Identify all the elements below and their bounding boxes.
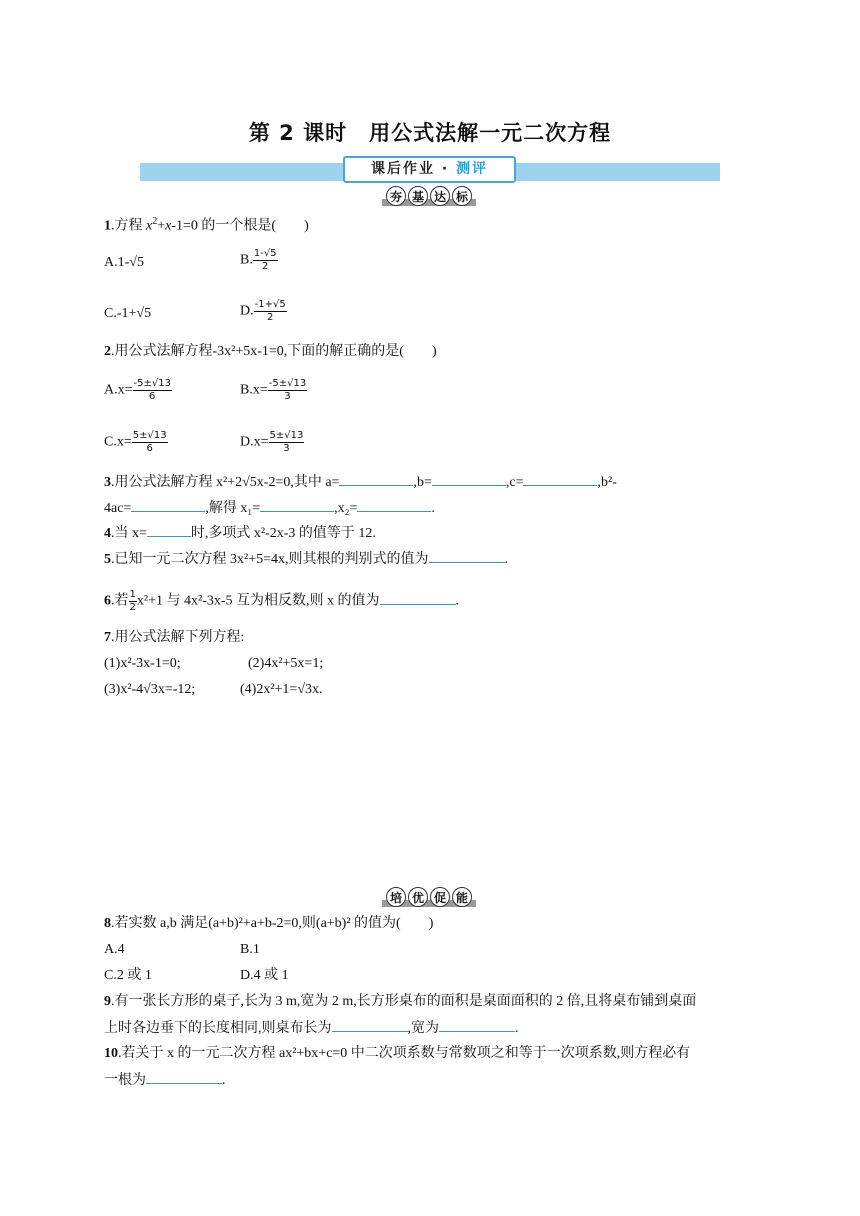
q8-option-d: D.4 或 1 [240,968,289,983]
text: .方程 [111,218,146,234]
answer-blank[interactable] [339,472,413,486]
numerator: 5±√13 [269,430,304,441]
q8-option-b: B.1 [240,942,260,957]
answer-blank[interactable] [260,498,334,512]
text: ,解得 x₁= [205,501,261,516]
fraction [133,378,172,403]
numerator: 1-√5 [253,248,277,259]
question-number: 9 [104,994,111,1009]
text: .用公式法解方程-3x²+5x-1=0,下面的解正确的是( ) [111,344,437,359]
text: . [455,593,459,609]
text: ,x₂= [334,501,358,516]
denominator: 6 [149,391,156,402]
section-char: 达 [430,186,450,206]
text: ,宽为 [407,1021,439,1036]
section-advanced-tag [386,886,472,908]
option-label: B.x= [240,382,268,398]
q2-option-b [240,378,307,403]
fraction [254,299,287,324]
text: . [504,552,508,567]
homework-tab-label [343,156,516,183]
numerator: 1 [129,589,136,600]
option-label: D. [240,303,254,319]
q1-option-b [240,248,278,273]
question-8-stem [104,914,433,934]
text: ,c= [505,475,524,490]
question-7-stem [104,628,244,648]
numerator: 5±√13 [132,430,167,441]
section-basic-tag [386,185,472,207]
numerator: -1+√5 [254,299,286,310]
answer-blank[interactable] [332,1018,408,1032]
question-number: 8 [104,916,111,931]
fraction [132,430,168,455]
option-label: C.x= [104,434,132,450]
answer-blank[interactable] [131,498,205,512]
q7-part-2: (2)4x²+5x=1; [248,656,324,671]
question-10-line-1 [104,1044,690,1064]
denominator: 2 [266,312,274,323]
answer-blank[interactable] [439,1018,515,1032]
question-2-stem [104,342,437,362]
text: .若关于 x 的一元二次方程 ax²+bx+c=0 中二次项系数与常数项之和等于一次项系数,则方程必有 [118,1046,691,1061]
section-char: 基 [408,186,428,206]
text: 一根为 [104,1073,146,1088]
option-label: B. [240,252,253,268]
text: ,b²- [597,475,617,490]
fraction [268,378,307,403]
question-number: 3 [104,475,111,490]
answer-blank[interactable] [429,549,505,563]
q8-option-a: A.4 [104,942,125,957]
text: ,b= [413,475,432,490]
option-label: A.x= [104,382,133,398]
question-number: 1 [104,218,111,234]
section-char: 促 [430,887,450,907]
question-10-line-2 [104,1070,226,1091]
band-label-highlight: 测评 [456,161,489,177]
denominator: 2 [262,261,269,272]
q1-option-c: C.-1+√5 [104,306,152,321]
denominator: 6 [146,443,153,454]
question-5 [104,549,508,570]
exp: 2 [152,216,158,227]
q7-part-4: (4)2x²+1=√3x. [240,682,323,697]
text: .用公式法解方程 x²+2√5x-2=0,其中 a= [111,475,340,490]
text: . [515,1021,519,1036]
section-char: 标 [452,186,472,206]
text: .若 [111,593,129,609]
section-char: 夯 [386,186,406,206]
question-4 [104,523,376,544]
fraction [129,589,137,614]
var: x [165,218,172,234]
numerator: -5±√13 [268,378,307,389]
question-number: 4 [104,526,111,541]
text: -1=0 的一个根是( ) [171,218,309,234]
question-number: 5 [104,552,111,567]
text: .若实数 a,b 满足(a+b)²+a+b-2=0,则(a+b)² 的值为( ) [111,916,434,931]
text: .用公式法解下列方程: [111,630,245,645]
question-1-stem [104,212,309,237]
text: .当 x= [111,526,147,541]
text: 上时各边垂下的长度相同,则桌布长为 [104,1021,332,1036]
question-number: 6 [104,593,111,609]
answer-blank[interactable] [357,498,431,512]
question-3-line-2 [104,498,435,519]
text: 4ac= [104,501,132,516]
section-char: 能 [452,887,472,907]
q7-part-3: (3)x²-4√3x=-12; [104,682,196,697]
var: x [146,218,153,234]
denominator: 3 [284,391,291,402]
section-char: 优 [408,887,428,907]
fraction [253,248,278,273]
question-number: 10 [104,1046,118,1061]
answer-blank[interactable] [380,591,456,605]
question-number: 7 [104,630,111,645]
text: .有一张长方形的桌子,长为 3 m,宽为 2 m,长方形桌布的面积是桌面面积的 2 倍,且将桌布铺到桌面 [111,994,697,1009]
option-label: D.x= [240,434,269,450]
q1-option-a: A.1-√5 [104,255,144,270]
q7-part-1: (1)x²-3x-1=0; [104,656,181,671]
answer-blank[interactable] [432,472,506,486]
question-6 [104,589,459,614]
q2-option-c [104,430,168,455]
text: 时,多项式 x²-2x-3 的值等于 12. [190,526,376,541]
denominator: 2 [129,602,136,613]
fraction [269,430,305,455]
band-label: 课后作业 · [370,161,457,177]
page-title: 第 2 课时 用公式法解一元二次方程 [248,121,612,145]
text: . [431,501,435,516]
question-3-line-1 [104,472,617,493]
denominator: 3 [283,443,290,454]
q1-option-d [240,299,287,324]
question-number: 2 [104,344,111,359]
question-9-line-2 [104,1018,519,1039]
answer-blank[interactable] [147,523,191,537]
q2-option-a [104,378,172,403]
answer-blank[interactable] [523,472,597,486]
question-9-line-1 [104,992,696,1012]
numerator: -5±√13 [133,378,171,389]
q8-option-c: C.2 或 1 [104,968,152,983]
text: + [157,218,166,234]
answer-blank[interactable] [146,1070,222,1084]
section-char: 培 [386,887,406,907]
q2-option-d [240,430,304,455]
text: . [222,1073,226,1088]
text: x²+1 与 4x²-3x-5 互为相反数,则 x 的值为 [136,593,380,609]
text: .已知一元二次方程 3x²+5=4x,则其根的判别式的值为 [111,552,429,567]
